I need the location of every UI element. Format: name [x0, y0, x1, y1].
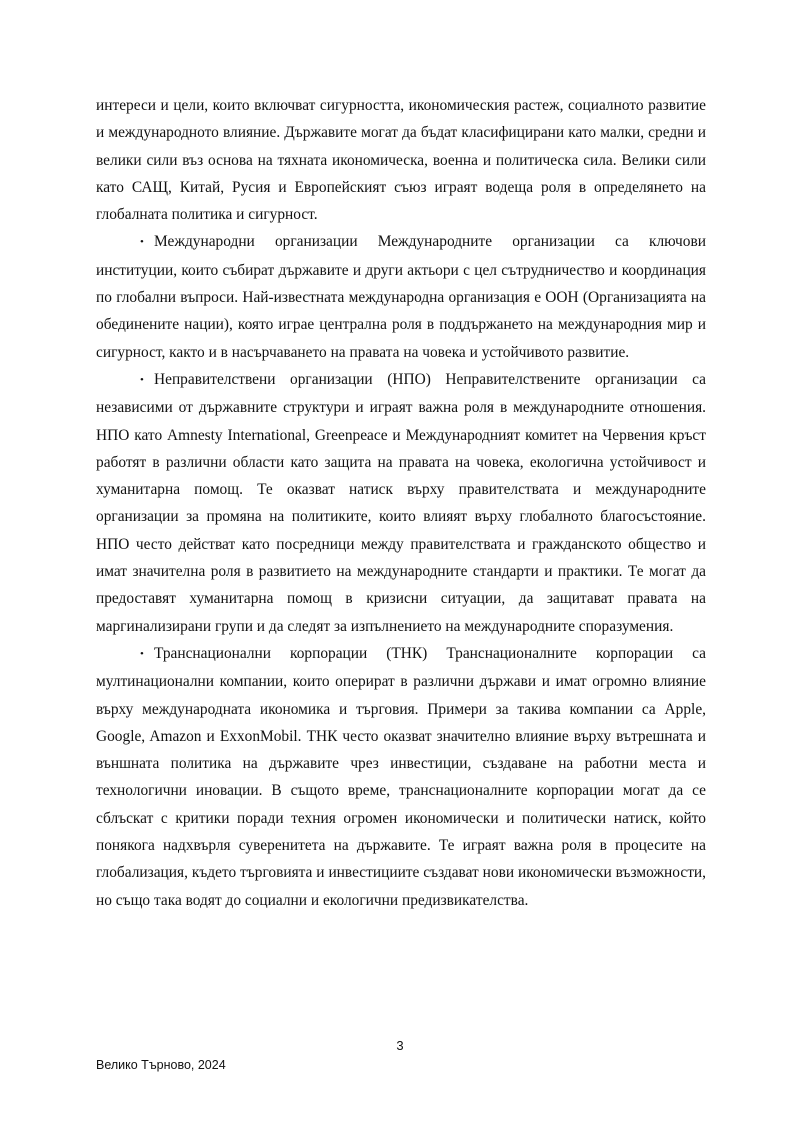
bullet-international-organizations-text: Международни организации Международните организации са ключови институции, които събират държавите и други актьори с цел сътрудничество и координация по глобални въпроси. Най-известната международна организация е ООН (Организацията на обединените нации), която играе централна роля в поддържането на международния мир и сигурност, както и в насърчаването на правата на човека и устойчивото развитие.: [96, 233, 706, 361]
bullet-international-organizations: [96, 228, 706, 365]
paragraph-intro-text: интереси и цели, които включват сигурността, икономическия растеж, социалното развитие и международното влияние. Държавите могат да бъдат класифицирани като малки, средни и велики сили въз основа на тяхната икономическа, военна и политическа сила. Велики сили като САЩ, Китай, Русия и Европейският съюз играят водеща роля в определянето на глобалната политика и сигурност.: [96, 97, 706, 224]
page-number: 3: [396, 1038, 404, 1053]
bullet-icon: •: [140, 373, 144, 386]
bullet-ngos: [96, 366, 706, 640]
bullet-icon: •: [140, 647, 144, 660]
bullet-transnational-corporations: [96, 640, 706, 914]
bullet-ngos-text: Неправителствени организации (НПО) Неправителствените организации са независими от държавните структури и играят важна роля в международните отношения. НПО като Amnesty International, Greenpeace и Международният комитет на Червения кръст работят в различни области като защита на правата на човека, екологична устойчивост и хуманитарна помощ. Те оказват натиск върху правителствата и международните организации за промяна на политиките, които влияят върху глобалното благосъстояние. НПО често действат като посредници между правителствата и гражданското общество и имат значителна роля в развитието на международните стандарти и практики. Те могат да предоставят хуманитарна помощ в кризисни ситуации, да защитават правата на маргинализирани групи и да следят за изпълнението на международните споразумения.: [96, 370, 706, 635]
bullet-icon: •: [140, 236, 144, 249]
document-body: [96, 92, 706, 914]
footer-location-year: Велико Търново, 2024: [96, 1058, 226, 1072]
paragraph-intro: [96, 92, 706, 228]
bullet-transnational-corporations-text: Транснационални корпорации (ТНК) Транснационалните корпорации са мултинационални компании, които оперират в различни държави и имат огромно влияние върху международната икономика и търговия. Примери за такива компании са Apple, Google, Amazon и ExxonMobil. ТНК често оказват значително влияние върху вътрешната и външната политика на държавите чрез инвестиции, създаване на работни места и технологични иновации. В същото време, транснационалните корпорации могат да се сблъскат с критики поради техния огромен икономически и политически натиск, който понякога надхвърля суверенитета на държавите. Те играят важна роля в процесите на глобализация, където търговията и инвестициите създават нови икономически възможности, но също така водят до социални и екологични предизвикателства.: [96, 644, 706, 909]
